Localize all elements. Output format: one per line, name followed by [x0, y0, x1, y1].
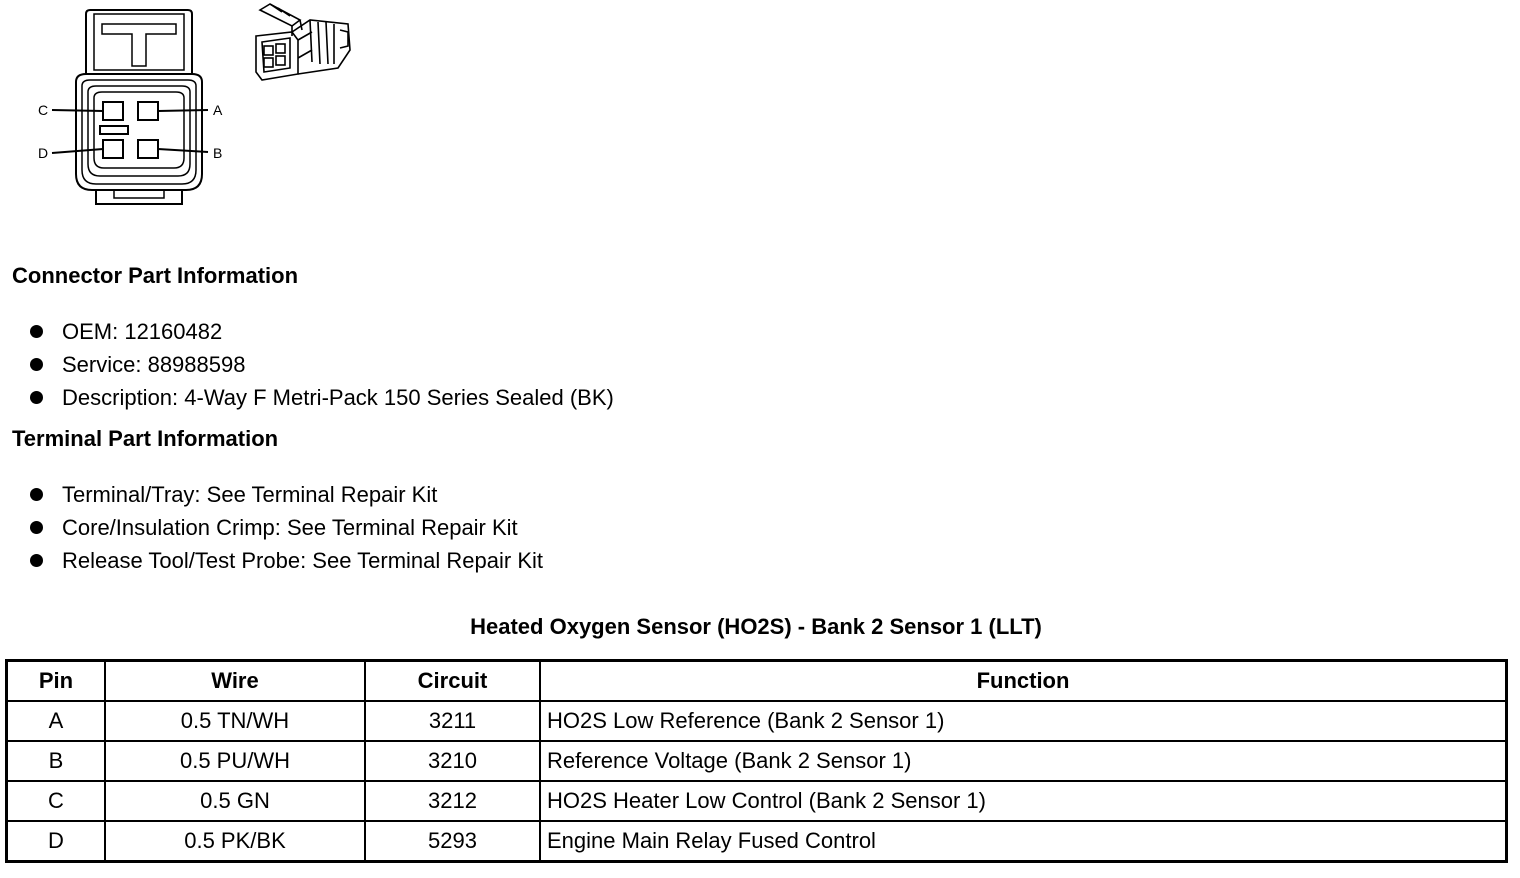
cell-circuit: 3211: [365, 701, 540, 741]
pin-label-b: B: [213, 145, 223, 161]
cell-pin: D: [7, 821, 106, 862]
cell-pin: C: [7, 781, 106, 821]
terminal-info-list: [28, 478, 543, 577]
cell-pin: B: [7, 741, 106, 781]
connector-info-title: Connector Part Information: [12, 263, 299, 288]
connector-face-diagram: [30, 4, 240, 210]
list-item: Description: 4-Way F Metri-Pack 150 Series Sealed (BK): [28, 381, 614, 414]
table-row: [7, 741, 1507, 781]
table-row: [7, 701, 1507, 741]
connector-3d-view: [252, 2, 356, 84]
header-circuit: Circuit: [365, 661, 540, 702]
terminal-info-title: Terminal Part Information: [12, 426, 279, 451]
table-row: [7, 821, 1507, 862]
bullet-icon: [30, 488, 43, 501]
cell-function: HO2S Low Reference (Bank 2 Sensor 1): [540, 701, 1507, 741]
cell-function: Engine Main Relay Fused Control: [540, 821, 1507, 862]
cell-function: HO2S Heater Low Control (Bank 2 Sensor 1): [540, 781, 1507, 821]
table-title: Heated Oxygen Sensor (HO2S) - Bank 2 Sensor 1 (LLT): [470, 614, 1042, 639]
cell-wire: 0.5 PU/WH: [105, 741, 365, 781]
bullet-icon: [30, 325, 43, 338]
cell-wire: 0.5 GN: [105, 781, 365, 821]
table-header-row: [7, 661, 1507, 702]
pinout-table: [5, 659, 1508, 863]
pin-label-d: D: [38, 145, 49, 161]
cell-circuit: 3210: [365, 741, 540, 781]
header-function: Function: [540, 661, 1507, 702]
list-item: Core/Insulation Crimp: See Terminal Repair Kit: [28, 511, 543, 544]
bullet-icon: [30, 358, 43, 371]
connector-info-list: [28, 315, 614, 414]
bullet-icon: [30, 554, 43, 567]
pin-label-a: A: [213, 102, 223, 118]
cell-circuit: 5293: [365, 821, 540, 862]
cell-function: Reference Voltage (Bank 2 Sensor 1): [540, 741, 1507, 781]
list-item: Terminal/Tray: See Terminal Repair Kit: [28, 478, 543, 511]
list-item: OEM: 12160482: [28, 315, 614, 348]
bullet-icon: [30, 391, 43, 404]
cell-circuit: 3212: [365, 781, 540, 821]
header-wire: Wire: [105, 661, 365, 702]
pin-label-c: C: [38, 102, 49, 118]
list-item: Release Tool/Test Probe: See Terminal Repair Kit: [28, 544, 543, 577]
cell-wire: 0.5 TN/WH: [105, 701, 365, 741]
bullet-icon: [30, 521, 43, 534]
table-row: [7, 781, 1507, 821]
cell-pin: A: [7, 701, 106, 741]
cell-wire: 0.5 PK/BK: [105, 821, 365, 862]
list-item: Service: 88988598: [28, 348, 614, 381]
header-pin: Pin: [7, 661, 106, 702]
